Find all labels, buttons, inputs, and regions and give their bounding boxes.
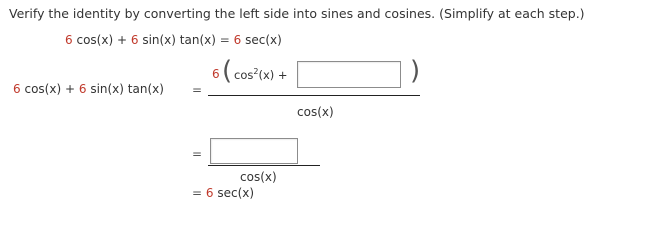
step1-fraction-bar (208, 95, 420, 96)
step3-term: sec(x) (217, 186, 255, 200)
step3-result (192, 186, 254, 200)
step2-answer-box[interactable] (210, 138, 298, 164)
step2-equals: = (192, 147, 203, 161)
identity-line (65, 33, 282, 47)
step1-close-paren: ) (410, 56, 421, 86)
step1-num-coef: 6 (212, 67, 220, 81)
step1-lhs-term2: sin(x) tan(x) (90, 82, 164, 96)
identity-equals: = (219, 33, 230, 47)
step2-fraction-bar (208, 165, 320, 166)
identity-term1: cos(x) (76, 33, 114, 47)
step1-lhs-coef2: 6 (78, 82, 87, 96)
step1-num-cos: cos (234, 68, 254, 82)
step1-lhs-term1: cos(x) (24, 82, 62, 96)
step1-answer-box[interactable] (297, 61, 401, 88)
step1-answer-input[interactable] (298, 62, 400, 87)
step2-answer-input[interactable] (211, 139, 297, 163)
identity-plus: + (116, 33, 128, 47)
step2-denominator: cos(x) (240, 170, 277, 184)
identity-coef2: 6 (130, 33, 139, 47)
identity-term3: sec(x) (245, 33, 282, 47)
step1-open-paren: ( (222, 56, 233, 86)
step1-num-sup: 2 (253, 67, 259, 77)
step3-equals: = (192, 186, 203, 200)
step1-equals: = (192, 83, 203, 97)
instruction-text: Verify the identity by converting the left side into sines and cosines. (Simplify at each step.) (9, 6, 585, 21)
step1-num-cos2 (234, 68, 288, 82)
identity-term2: sin(x) tan(x) (142, 33, 216, 47)
step3-coef: 6 (205, 186, 214, 200)
step1-denominator: cos(x) (297, 105, 334, 119)
step1-lhs-coef1: 6 (13, 82, 21, 96)
step1-num-arg: (x) + (258, 68, 288, 82)
identity-coef3: 6 (233, 33, 242, 47)
step1-lhs (13, 82, 164, 96)
step1-lhs-plus: + (64, 82, 76, 96)
identity-coef1: 6 (65, 33, 73, 47)
